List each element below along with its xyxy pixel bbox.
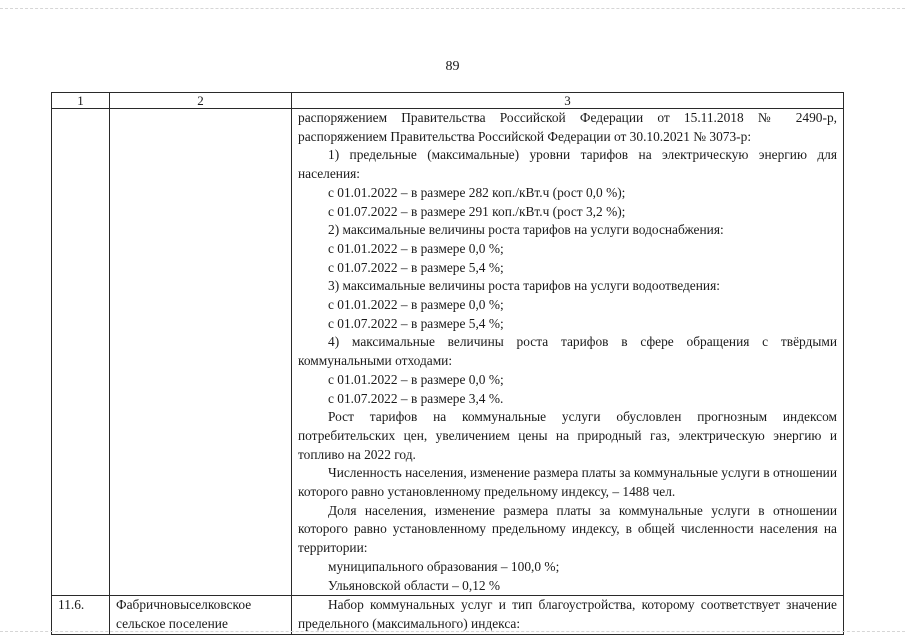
paragraph: 1) предельные (максимальные) уровни тарифов на электрическую энергию для населения: — [298, 147, 837, 182]
scan-artifact-top — [0, 8, 905, 9]
scan-artifact-bottom — [0, 631, 905, 632]
table-header-row — [52, 93, 844, 109]
row-content-cell — [292, 109, 844, 596]
paragraph: Ульяновской области – 0,12 % — [328, 577, 501, 593]
paragraph: Доля населения, изменение размера платы за коммунальные услуги в отношении которого равно установленному предельному индексу, в общей численности населения на территории: — [298, 502, 837, 556]
paragraph: с 01.01.2022 – в размере 0,0 %; — [328, 297, 504, 313]
table-row-11-6 — [52, 596, 844, 634]
paragraph: с 01.07.2022 – в размере 5,4 %; — [328, 259, 504, 275]
table-row-continuation — [52, 109, 844, 596]
paragraph: с 01.07.2022 – в размере 291 коп./кВт.ч (рост 3,2 %); — [328, 203, 626, 219]
paragraph: с 01.01.2022 – в размере 0,0 %; — [328, 371, 504, 387]
tariff-table — [51, 92, 844, 635]
row-number-cell: 11.6. — [52, 596, 110, 634]
settlement-name-cell: Фабричновыселковское сельское поселение — [110, 596, 292, 634]
paragraph: 3) максимальные величины роста тарифов на услуги водоотведения: — [328, 278, 720, 294]
header-col-1: 1 — [52, 93, 110, 109]
paragraph: распоряжением Правительства Российской Федерации от 15.11.2018 № 2490-р, распоряжением Правительства Российской Федерации от 30.10.2021 № 3073-р: — [298, 110, 837, 144]
paragraph: Набор коммунальных услуг и тип благоустройства, которому соответствует значение предельного (максимального) индекса: — [298, 597, 837, 631]
paragraph: с 01.07.2022 – в размере 5,4 %; — [328, 315, 504, 331]
paragraph: с 01.07.2022 – в размере 3,4 %. — [328, 390, 504, 406]
paragraph: 2) максимальные величины роста тарифов на услуги водоснабжения: — [328, 222, 724, 238]
paragraph: муниципального образования – 100,0 %; — [328, 558, 560, 574]
paragraph: с 01.01.2022 – в размере 282 коп./кВт.ч (рост 0,0 %); — [328, 184, 626, 200]
paragraph: Численность населения, изменение размера платы за коммунальные услуги в отношении которого равно установленному предельному индексу, – 1488 чел. — [298, 465, 837, 500]
page-number: 89 — [445, 59, 460, 74]
row-number-cell — [52, 109, 110, 596]
row-content-cell — [292, 596, 844, 634]
paragraph: 4) максимальные величины роста тарифов в сфере обращения с твёрдыми коммунальными отходами: — [298, 334, 837, 369]
header-col-2: 2 — [110, 93, 292, 109]
paragraph: Рост тарифов на коммунальные услуги обусловлен прогнозным индексом потребительских цен, увеличением цены на природный газ, электрическую энергию и топливо на 2022 год. — [298, 409, 837, 462]
header-col-3: 3 — [292, 93, 844, 109]
row-name-cell — [110, 109, 292, 596]
paragraph: с 01.01.2022 – в размере 0,0 %; — [328, 240, 504, 256]
